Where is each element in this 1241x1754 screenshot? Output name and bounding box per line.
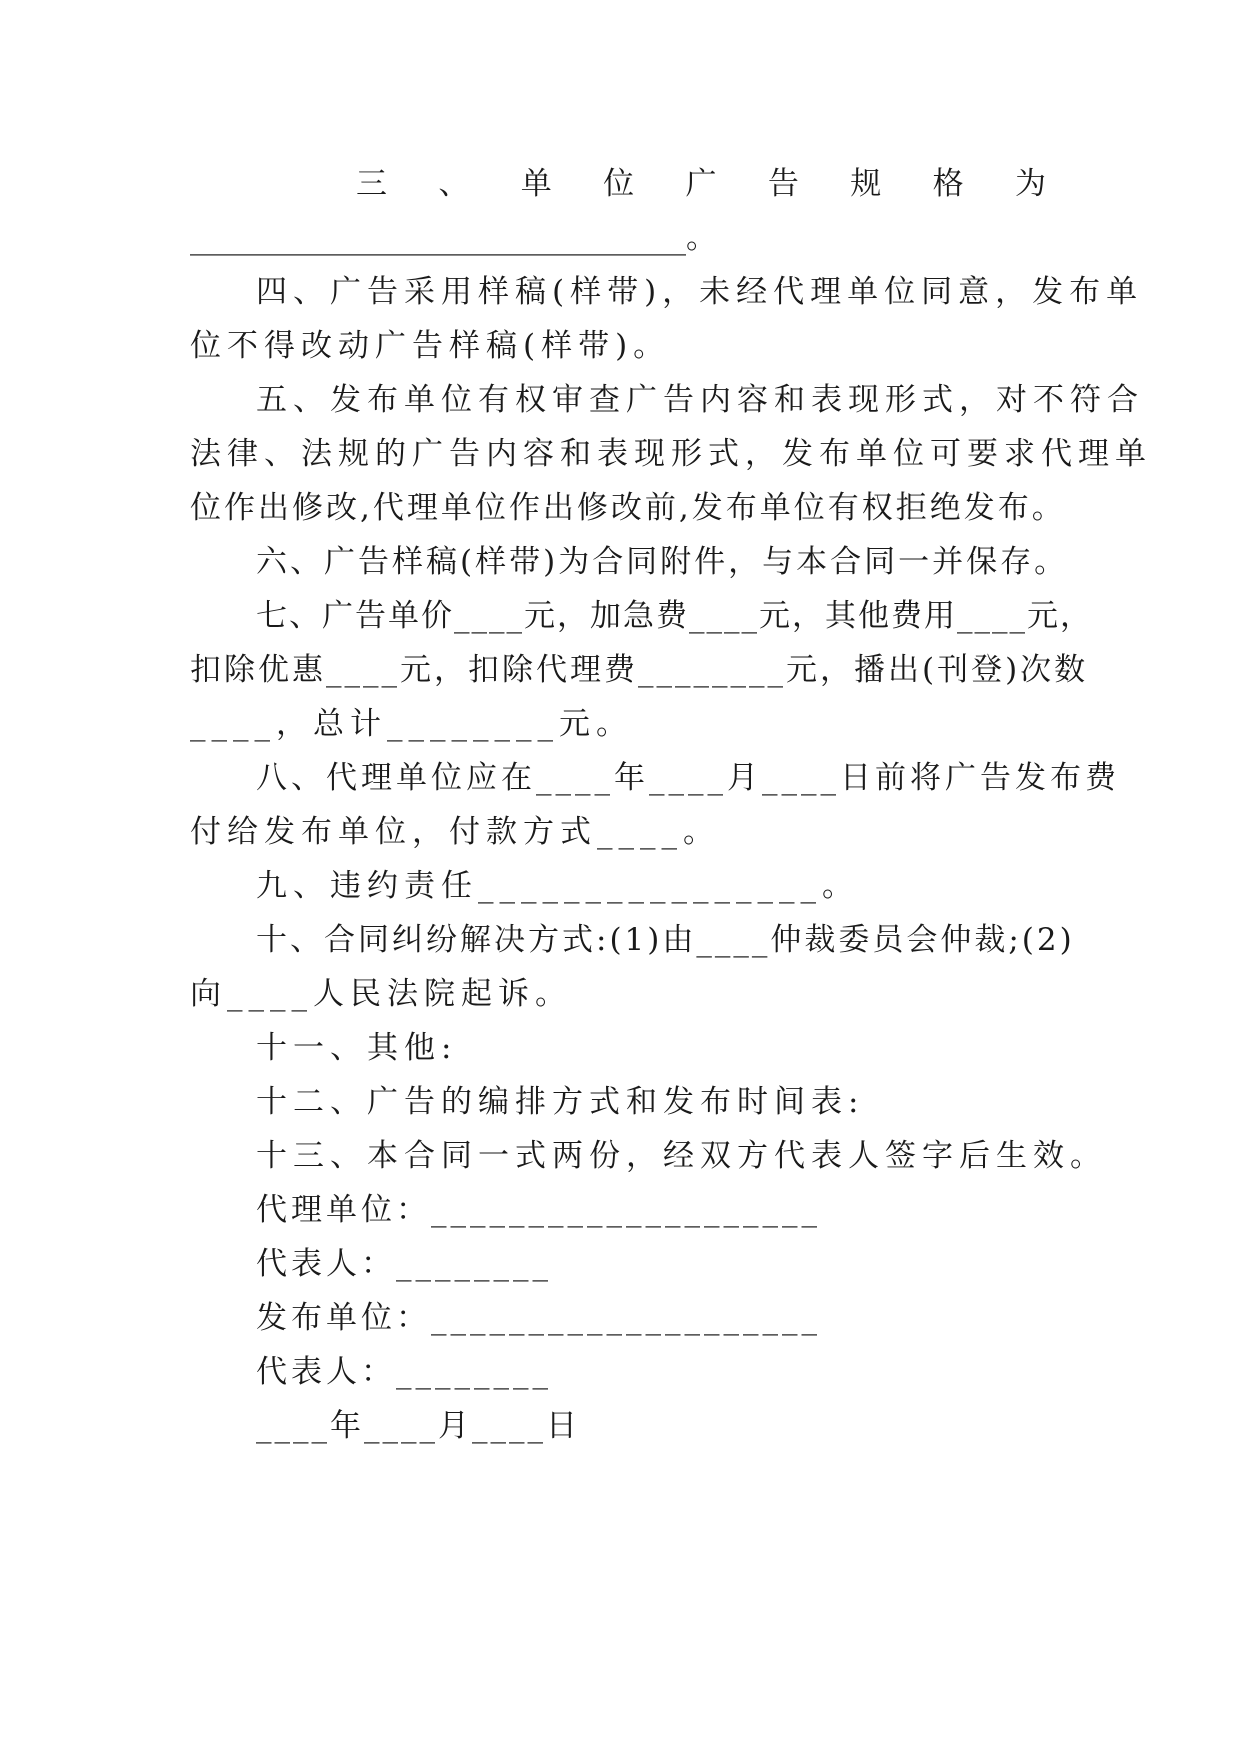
agent-unit-signature: 代理单位：____________________ [256, 1192, 821, 1228]
clause-5-line-1: 五、发布单位有权审查广告内容和表现形式，对不符合 [256, 382, 1144, 418]
clause-5-line-3: 位作出修改,代理单位作出修改前,发布单位有权拒绝发布。 [190, 490, 1066, 526]
clause-4-line-1: 四、广告采用样稿(样带)，未经代理单位同意，发布单 [256, 274, 1144, 310]
char: 三 [356, 166, 387, 202]
clause-6: 六、广告样稿(样带)为合同附件，与本合同一并保存。 [256, 544, 1069, 580]
publisher-unit-signature: 发布单位：____________________ [256, 1300, 821, 1336]
clause-4-line-2: 位不得改动广告样稿(样带)。 [190, 328, 671, 364]
char: 单 [520, 166, 552, 202]
clause-7-line-2: 扣除优惠____元，扣除代理费________元，播出(刊登)次数 [190, 652, 1089, 688]
clause-3-blank: ________________________________。 [190, 220, 717, 256]
signing-date: ____年____月____日 [256, 1408, 580, 1444]
clause-12: 十二、广告的编排方式和发布时间表: [256, 1084, 865, 1120]
char: 格 [932, 166, 964, 202]
clause-13: 十三、本合同一式两份，经双方代表人签字后生效。 [256, 1138, 1107, 1174]
char: 为 [1015, 166, 1046, 202]
clause-8-line-2: 付给发布单位，付款方式____。 [190, 814, 720, 850]
char: 广 [685, 166, 717, 202]
clause-3-heading [356, 164, 1046, 204]
clause-10-line-2: 向____人民法院起诉。 [190, 976, 572, 1012]
clause-8-line-1: 八、代理单位应在____年____月____日前将广告发布费 [256, 760, 1120, 796]
char: 规 [850, 166, 882, 202]
char: 位 [603, 166, 635, 202]
clause-5-line-2: 法律、法规的广告内容和表现形式，发布单位可要求代理单 [190, 436, 1152, 472]
clause-9: 九、违约责任________________。 [256, 868, 859, 904]
char: 、 [438, 166, 470, 202]
clause-7-line-3: ____，总计________元。 [190, 706, 633, 742]
clause-7-line-1: 七、广告单价____元，加急费____元，其他费用____元， [256, 598, 1093, 634]
agent-representative-signature: 代表人：________ [256, 1246, 552, 1282]
clause-10-line-1: 十、合同纠纷解决方式:(1)由____仲裁委员会仲裁;(2) [256, 922, 1075, 958]
publisher-representative-signature: 代表人：________ [256, 1354, 552, 1390]
clause-11: 十一、其他: [256, 1030, 458, 1066]
char: 告 [767, 166, 799, 202]
